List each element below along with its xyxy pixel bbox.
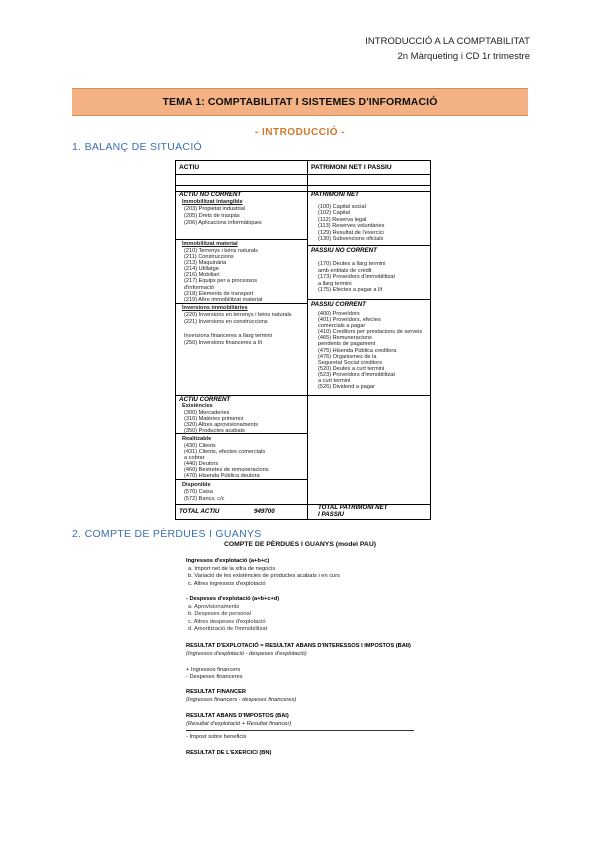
operating-result-formula: (Ingressos d'explotació - despeses d'explotació) <box>186 651 307 657</box>
receivables-list: (430) Clients (431) Clients, efectes comercials a cobrar (440) Deutors (460) Bestretes de remuneracions (470) Hisenda Pública deutora <box>184 443 269 480</box>
non-current-assets-heading: ACTIU NO CORRENT <box>179 191 242 198</box>
current-liabilities-list: (400) Proveïdors (401) Proveïdors, efectes comercials a pagar (410) Creditors per prestacions de serveis (465) Remuneracions pendents de pagament (475) Hisenda Pública creditora (476) Organismes de la Seguretat Social creditors (520) Deutes a curt termini (523) Proveïdors d'immobilitzat a curt termini (526) Dividend a pagar <box>318 311 423 391</box>
receivables-heading: Realitzable <box>182 436 212 442</box>
financial-investments-list: Inversions financeres a llarg termini (250) Inversions financeres a l/t <box>184 333 272 347</box>
tangible-heading: Immobilitzat material <box>182 241 238 247</box>
assets-header: ACTIU <box>179 164 200 171</box>
equity-heading: PATRIMONI NET <box>311 191 359 198</box>
section-heading-pl: 2. COMPTE DE PÈRDUES I GUANYS <box>72 528 262 540</box>
total-assets-label: TOTAL ACTIU <box>179 508 220 515</box>
intangible-list: (203) Propietat industrial (205) Drets de traspàs (206) Aplicacions informàtiques <box>184 206 262 227</box>
course-subtitle: 2n Màrqueting i CD 1r trimestre <box>397 51 530 62</box>
cash-list: (570) Caixa (572) Bancs, c/c <box>184 489 225 503</box>
pl-title: COMPTE DE PÈRDUES I GUANYS (model PAU) <box>223 541 377 548</box>
cash-heading: Disponible <box>182 482 211 488</box>
operating-result: RESULTAT D'EXPLOTACIÓ = RESULTAT ABANS D'INTERESSOS I IMPOSTOS (BAII) <box>186 643 411 649</box>
balance-sheet-table <box>175 160 431 520</box>
column-divider <box>307 161 308 519</box>
total-equity-liabilities-label: TOTAL PATRIMONI NET I PASSIU <box>318 504 388 518</box>
divider <box>307 299 430 300</box>
inventory-heading: Existències <box>182 403 213 409</box>
divider <box>176 185 430 186</box>
result-before-tax: RESULTAT ABANS D'IMPOSTOS (BAI) <box>186 713 289 719</box>
inventory-list: (300) Mercaderies (310) Matèries primeres (320) Altres aprovisionaments (350) Productes acabats <box>184 410 258 435</box>
tangible-list: (210) Terrenys i béns naturals (211) Construccions (213) Maquinària (214) Utillatge (216) Mobiliari (217) Equips per a processos d'informació (218) Elements de transport (219) Altre immobilitzat material <box>184 248 263 303</box>
divider <box>176 239 307 240</box>
financial-result: RESULTAT FINANCER <box>186 689 247 695</box>
course-title: INTRODUCCIÓ A LA COMPTABILITAT <box>365 36 530 47</box>
section-heading-balance: 1. BALANÇ DE SITUACIÓ <box>72 141 202 153</box>
current-assets-heading: ACTIU CORRENT <box>179 396 231 403</box>
equity-list: (100) Capital social (102) Capital (112) Reserva legal (113) Reserves voluntàries (129) Resultat de l'exercici (130) Subvencions oficials <box>318 204 385 243</box>
operating-income-heading: Ingressos d'explotació (a+b+c) <box>186 558 270 564</box>
divider <box>176 504 430 505</box>
investments-list: (220) Inversions en terrenys i béns naturals (221) Inversions en construccions <box>184 312 292 326</box>
total-assets-value: 949700 <box>254 508 275 515</box>
non-current-liabilities-heading: PASSIU NO CORRENT <box>311 247 377 254</box>
equity-liabilities-header: PATRIMONI NET I PASSIU <box>311 164 392 171</box>
topic-title: TEMA 1: COMPTABILITAT I SISTEMES D'INFORMACIÓ <box>72 88 528 116</box>
financial-result-formula: (Ingressos financers - despeses financeres) <box>186 697 297 703</box>
document-header <box>365 34 530 64</box>
net-result: RESULTAT DE L'EXERCICI (BN) <box>186 750 272 756</box>
operating-income-list: a. Import net de la xifra de negocis b. Variació de les existències de productes acabats i en curs c. Altres ingressos d'explotació <box>188 566 340 587</box>
operating-expenses-heading: - Despeses d'explotació (a+b+c+d) <box>186 596 280 602</box>
divider <box>176 174 430 175</box>
non-current-liabilities-list: (170) Deutes a llarg termini amb entitats de crèdit (173) Proveïdors d'immobilitzat a llarg termini (175) Efectes a pagar a l/t <box>318 261 395 294</box>
investments-heading: Inversions immobiliàries <box>182 305 248 311</box>
divider <box>176 303 307 304</box>
intangible-heading: Immobilitzat intangible <box>182 199 243 205</box>
result-before-tax-formula: (Resultat d'explotació + Resultat financer) <box>186 721 292 727</box>
financial-items: + Ingressos financers - Despeses financeres <box>186 667 243 681</box>
income-tax: - Impost sobre beneficis <box>186 734 247 740</box>
operating-expenses-list: a. Aprovisionaments b. Despeses de personal c. Altres despeses d'explotació d. Amortització de l'immobilitzat <box>188 604 268 633</box>
divider <box>186 730 414 731</box>
intro-heading: - INTRODUCCIÓ - <box>254 127 346 138</box>
divider <box>307 245 430 246</box>
current-liabilities-heading: PASSIU CORRENT <box>311 301 366 308</box>
